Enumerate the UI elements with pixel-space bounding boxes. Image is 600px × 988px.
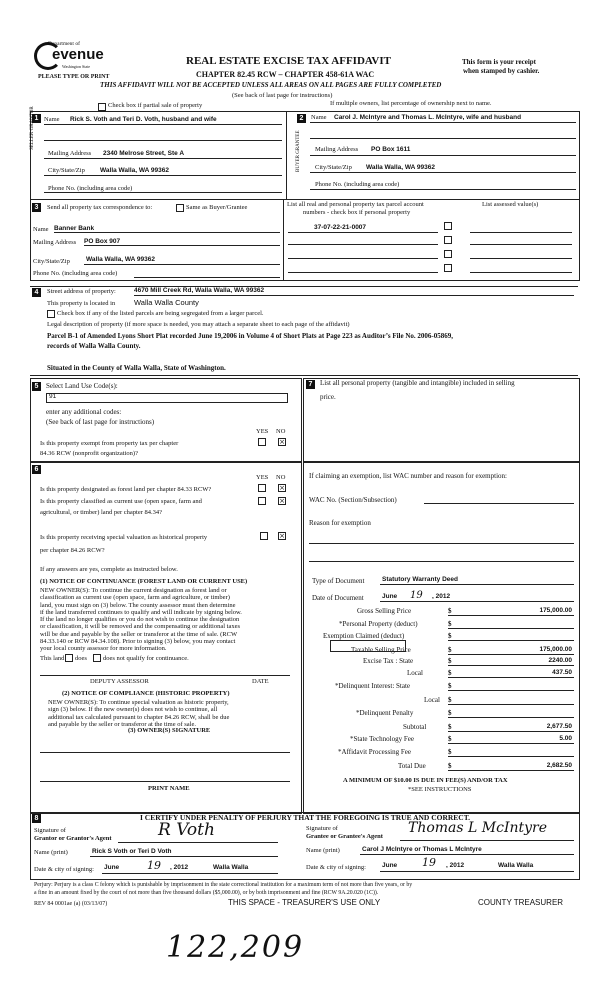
grantee-date-year[interactable]: , 2012 [446, 862, 465, 869]
exemption-claimed-dollar-sign: $ [448, 632, 452, 640]
multiple-owners-note: If multiple owners, list percentage of ownership next to name. [330, 100, 492, 107]
grantee-date-label: Date & city of signing: [306, 864, 366, 871]
notice-2-line: and payable by the seller or transferor at the time of sale. [48, 720, 196, 728]
personal-property-label: *Personal Property (deduct) [339, 620, 418, 628]
personal-property-label-1: List all personal property (tangible and intangible) included in selling [320, 379, 515, 387]
parcel-personal-checkbox-3[interactable] [444, 250, 452, 258]
warning-line: THIS AFFIDAVIT WILL NOT BE ACCEPTED UNLESS ALL AREAS ON ALL PAGES ARE FULLY COMPLETED [100, 81, 442, 89]
buyer-name-label: Name [311, 114, 327, 121]
grantor-sig-label-1: Signature of [34, 827, 66, 834]
buyer-city-value[interactable]: Walla Walla, WA 99362 [366, 164, 435, 171]
notice-1-line: or classification, it will be removed and the compensating or additional taxes [40, 623, 240, 631]
grantor-date-label: Date & city of signing: [34, 866, 94, 873]
seller-side-label: SELLER GRANTOR [30, 106, 35, 150]
land-use-see-back: (See back of last page for instructions) [46, 418, 155, 426]
gross-selling-price-label: Gross Selling Price [357, 607, 412, 615]
current-use-yes-checkbox[interactable] [258, 497, 266, 505]
exempt-yes-checkbox[interactable] [258, 438, 266, 446]
excise-tax-state-label: Excise Tax : State [363, 657, 414, 665]
grantor-date-city[interactable]: Walla Walla [213, 864, 249, 871]
see-back-note: (See back of last page for instructions) [232, 92, 333, 99]
minimum-due-note: A MINIMUM OF $10.00 IS DUE IN FEE(S) AND/OR TAX [343, 777, 508, 784]
exempt-no-checkbox[interactable]: × [279, 438, 285, 446]
grantee-sig-label-2: Grantee or Grantee's Agent [306, 833, 383, 840]
forest-yes-checkbox[interactable] [258, 484, 266, 492]
total-due-dollar-sign: $ [448, 762, 452, 770]
wac-label: WAC No. (Section/Subsection) [309, 496, 397, 504]
does-not-checkbox[interactable] [93, 654, 101, 662]
same-as-buyer-checkbox[interactable] [176, 204, 184, 212]
land-use-value: 91 [49, 393, 57, 400]
seller-mail-value[interactable]: 2340 Melrose Street, Ste A [103, 150, 185, 157]
seller-city-label: City/State/Zip [48, 167, 85, 174]
deputy-date-label: DATE [252, 678, 269, 685]
personal-property-label-2: price. [320, 393, 336, 401]
parcel-header-2: numbers - check box if personal property [303, 209, 411, 216]
section-7-marker: 7 [306, 380, 315, 389]
total-due-value[interactable]: 2,682.50 [546, 762, 572, 769]
situated-line: Situated in the County of Walla Walla, State of Washington. [47, 364, 226, 372]
grantor-date-day[interactable]: 19 [147, 859, 161, 872]
buyer-mail-value[interactable]: PO Box 1611 [371, 146, 411, 153]
taxable-selling-price-dollar-sign: $ [448, 646, 452, 654]
state-technology-fee-value[interactable]: 5.00 [559, 735, 572, 742]
receipt-line-1: This form is your receipt [462, 58, 537, 66]
buyer-mail-label: Mailing Address [315, 146, 359, 153]
seller-phone-label: Phone No. (including area code) [48, 185, 133, 192]
same-as-buyer-label: Same as Buyer/Grantee [186, 204, 248, 211]
doc-date-day[interactable]: 19 [410, 590, 423, 601]
corr-phone-label: Phone No. (including area code) [33, 270, 118, 277]
local-rate-box[interactable] [330, 640, 406, 652]
corr-city-value[interactable]: Walla Walla, WA 99362 [86, 256, 155, 263]
seller-name-value[interactable]: Rick S. Voth and Teri D. Voth, husband and wife [70, 116, 217, 123]
section-2-marker: 2 [297, 114, 306, 123]
forest-question: Is this property designated as forest land per chapter 84.33 RCW? [40, 486, 212, 493]
assessed-header: List assessed value(s) [482, 201, 539, 208]
grantee-print-label: Name (print) [306, 847, 340, 854]
historic-yes-checkbox[interactable] [260, 532, 268, 540]
corr-mail-value[interactable]: PO Box 907 [84, 238, 121, 245]
section-3-marker: 3 [32, 203, 41, 212]
notice-1-line: classification as current use (open space, farm and agriculture, or timber) [40, 594, 230, 602]
seller-name-label: Name [44, 116, 60, 123]
parcel-personal-checkbox-1[interactable] [444, 222, 452, 230]
exempt-question-1: Is this property exempt from property tax per chapter [40, 440, 179, 447]
delinquent-interest-local-label: Local [424, 696, 440, 704]
delinquent-interest-local-dollar-sign: $ [448, 696, 452, 704]
grantor-date-month[interactable]: June [104, 864, 120, 871]
corr-name-value[interactable]: Banner Bank [54, 225, 95, 232]
current-use-question-2: agricultural, or timber) land per chapter 84.34? [40, 509, 163, 516]
notice-1-line: will be due and payable by the seller or transferor at the time of sale. (RCW [40, 630, 238, 638]
please-print: PLEASE TYPE OR PRINT [38, 74, 110, 80]
doc-type-label: Type of Document [312, 577, 365, 585]
excise-tax-state-value[interactable]: 2240.00 [548, 657, 572, 664]
grantor-signature[interactable]: R Voth [158, 820, 215, 840]
doc-date-label: Date of Document [312, 594, 364, 602]
dept-label: Department of [48, 41, 80, 47]
notice-1-title: (1) NOTICE OF CONTINUANCE (FOREST LAND OR CURRENT USE) [40, 578, 248, 585]
street-value[interactable]: 4670 Mill Creek Rd, Walla Walla, WA 99362 [134, 287, 265, 294]
does-label: does [75, 655, 87, 662]
state-technology-fee-dollar-sign: $ [448, 735, 452, 743]
historic-question-1: Is this property receiving special valuation as historical property [40, 534, 208, 541]
certify-statement: I CERTIFY UNDER PENALTY OF PERJURY THAT THE FOREGOING IS TRUE AND CORRECT. [140, 813, 471, 822]
notice-2-line: additional tax calculated pursuant to chapter 84.26 RCW, shall be due [48, 713, 230, 721]
located-label: This property is located in [47, 300, 116, 307]
total-due-label: Total Due [398, 762, 426, 770]
taxable-selling-price-label: Taxable Selling Price [351, 646, 411, 654]
owner-signature-label: (3) OWNER(S) SIGNATURE [128, 727, 211, 734]
notice-1-line: 84.33.140 or RCW 84.34.108). Prior to signing (3) below, you may contact [40, 638, 236, 646]
grantor-date-year[interactable]: , 2012 [170, 864, 189, 871]
notice-1-body [40, 587, 242, 653]
s6-no-header: NO [276, 474, 286, 481]
form-title: REAL ESTATE EXCISE TAX AFFIDAVIT [186, 55, 391, 67]
notice-1-line: if the land transferred continues to qualify and will indicate by signing below. [40, 608, 242, 616]
segregated-label: Check box if any of the listed parcels are being segregated from a larger parcel. [57, 310, 264, 317]
if-yes-note: If any answers are yes, complete as instructed below. [40, 566, 178, 573]
grantor-print-label: Name (print) [34, 849, 68, 856]
excise-tax-local-label: Local [407, 669, 423, 677]
exempt-yes-header: YES [256, 428, 269, 435]
notice-2-title: (2) NOTICE OF COMPLIANCE (HISTORIC PROPERTY) [62, 690, 230, 697]
street-label: Street address of property: [47, 288, 116, 295]
grantee-date-day[interactable]: 19 [422, 856, 436, 869]
delinquent-penalty-dollar-sign: $ [448, 709, 452, 717]
segregated-checkbox[interactable] [47, 310, 55, 318]
buyer-side-label: BUYER GRANTEE [296, 130, 301, 172]
does-checkbox[interactable] [65, 654, 73, 662]
notice-1-line: your local county assessor for more information. [40, 645, 167, 653]
see-instructions-note: *SEE INSTRUCTIONS [408, 786, 472, 793]
county-treasurer-label: COUNTY TREASURER [478, 898, 564, 907]
partial-sale-checkbox[interactable] [98, 103, 106, 111]
delinquent-interest-state-label: *Delinquent Interest: State [335, 682, 411, 690]
section-7-box [303, 378, 580, 462]
corr-mail-label: Mailing Address [33, 239, 77, 246]
notice-2-line: sign (3) below. If the new owner(s) does not wish to continue, all [48, 706, 218, 714]
notice-1-line: land, you must sign on (3) below. The county assessor must then determine [40, 601, 236, 609]
subtotal-value[interactable]: 2,677.50 [546, 723, 572, 730]
buyer-city-label: City/State/Zip [315, 164, 352, 171]
legal-label: Legal description of property (if more space is needed, you may attach a separate sheet to each page of the affidavit) [47, 321, 350, 328]
land-use-input[interactable] [46, 393, 288, 403]
form-number: REV 84 0001ae (a) (03/13/07) [34, 901, 108, 907]
exempt-question-2: 84.36 RCW (nonprofit organization)? [40, 450, 138, 457]
section-1-marker: 1 [32, 114, 41, 123]
grantee-sig-label-1: Signature of [306, 825, 338, 832]
forest-no-checkbox[interactable]: × [279, 484, 285, 492]
affidavit-processing-fee-label: *Affidavit Processing Fee [338, 748, 411, 756]
taxable-selling-price-value[interactable]: 175,000.00 [539, 646, 572, 653]
seller-city-value[interactable]: Walla Walla, WA 99362 [100, 167, 169, 174]
legal-line-1: Parcel B-1 of Amended Lyons Short Plat recorded June 19,2006 in Volume 4 of Short Plats at Page 223 as Auditor’s File No. 2006-05869, [47, 332, 453, 340]
section-4-marker: 4 [32, 288, 41, 297]
handwritten-number: 122,209 [166, 930, 305, 965]
corr-name-label: Name [33, 226, 49, 233]
exemption-claimed-label: Exemption Claimed (deduct) [323, 632, 405, 640]
county-value[interactable]: Walla Walla County [134, 298, 199, 307]
parcel-header-1: List all real and personal property tax parcel account [287, 201, 424, 208]
notice-1-line: NEW OWNER(S): To continue the current designation as forest land or [40, 587, 227, 594]
excise-tax-state-dollar-sign: $ [448, 657, 452, 665]
additional-codes-label: enter any additional codes: [46, 408, 122, 416]
corr-city-label: City/State/Zip [33, 258, 70, 265]
revenue-wordmark: evenue [52, 46, 104, 63]
seller-mail-label: Mailing Address [48, 150, 92, 157]
send-correspondence-label: Send all property tax correspondence to: [47, 204, 153, 211]
parcel-personal-checkbox-2[interactable] [444, 236, 452, 244]
notice-2-body [48, 699, 229, 728]
current-use-question-1: Is this property classified as current use (open space, farm and [40, 498, 202, 505]
exemption-label: If claiming an exemption, list WAC number and reason for exemption: [309, 472, 507, 480]
historic-no-checkbox[interactable]: × [279, 532, 285, 540]
grantor-sig-label-2: Grantor or Grantor's Agent [34, 835, 112, 842]
gross-selling-price-dollar-sign: $ [448, 607, 452, 615]
delinquent-interest-state-dollar-sign: $ [448, 682, 452, 690]
reason-label: Reason for exemption [309, 519, 371, 527]
historic-question-2: per chapter 84.26 RCW? [40, 547, 105, 554]
receipt-line-2: when stamped by cashier. [463, 67, 540, 75]
grantee-print-value[interactable]: Carol J McIntyre or Thomas L McIntyre [362, 846, 482, 853]
state-technology-fee-label: *State Technology Fee [350, 735, 414, 743]
does-not-label: does not qualify for continuance. [103, 655, 189, 662]
gross-selling-price-value[interactable]: 175,000.00 [539, 607, 572, 614]
notice-1-line: If the land no longer qualifies or you do not wish to continue the designation [40, 616, 240, 624]
exempt-no-header: NO [276, 428, 286, 435]
current-use-no-checkbox[interactable]: × [279, 497, 285, 505]
grantee-date-month[interactable]: June [382, 862, 398, 869]
parcel-personal-checkbox-4[interactable] [444, 264, 452, 272]
deputy-assessor-label: DEPUTY ASSESSOR [90, 678, 149, 685]
delinquent-penalty-label: *Delinquent Penalty [356, 709, 414, 717]
section-6-marker: 6 [32, 465, 41, 474]
s6-yes-header: YES [256, 474, 269, 481]
doc-date-month[interactable]: June [382, 593, 398, 600]
grantor-print-value[interactable]: Rick S Voth or Teri D Voth [92, 848, 172, 855]
treasurer-space-label: THIS SPACE - TREASURER'S USE ONLY [228, 898, 381, 907]
section-8-marker: 8 [32, 814, 41, 823]
doc-type-value[interactable]: Statutory Warranty Deed [382, 576, 458, 583]
grantee-signature[interactable]: Thomas L McIntyre [408, 820, 548, 836]
state-label: Washington State [62, 64, 91, 69]
grantee-date-city[interactable]: Walla Walla [498, 862, 534, 869]
chapter-line: CHAPTER 82.45 RCW – CHAPTER 458-61A WAC [196, 70, 375, 79]
subtotal-dollar-sign: $ [448, 723, 452, 731]
buyer-name-value[interactable]: Carol J. McIntyre and Thomas L. McIntyre, wife and husband [334, 114, 522, 121]
parcel-number-value[interactable]: 37-07-22-21-0007 [314, 224, 367, 231]
subtotal-label: Subtotal [403, 723, 427, 731]
partial-sale-label: Check box if partial sale of property [108, 102, 203, 109]
legal-line-2: records of Walla Walla County. [47, 342, 141, 350]
print-name-label: PRINT NAME [148, 785, 190, 792]
notice-2-line: NEW OWNER(S): To continue special valuation as historic property, [48, 699, 229, 706]
buyer-phone-label: Phone No. (including area code) [315, 181, 400, 188]
personal-property-dollar-sign: $ [448, 620, 452, 628]
this-land-label: This land [40, 655, 65, 662]
land-use-label: Select Land Use Code(s): [46, 382, 118, 390]
doc-date-year[interactable]: , 2012 [432, 593, 451, 600]
section-5-marker: 5 [32, 382, 41, 391]
affidavit-processing-fee-dollar-sign: $ [448, 748, 452, 756]
perjury-line-1: Perjury: Perjury is a class C felony which is punishable by imprisonment in the state correctional institution for a maximum term of not more than five years, or by [34, 882, 413, 888]
excise-tax-local-value[interactable]: 437.50 [552, 669, 572, 676]
perjury-line-2: a fine in an amount fixed by the court of not more than five thousand dollars ($5,000.00), or by both imprisonment and fine (RCW 9A.20.020 (1C)). [34, 890, 379, 896]
excise-tax-local-dollar-sign: $ [448, 669, 452, 677]
